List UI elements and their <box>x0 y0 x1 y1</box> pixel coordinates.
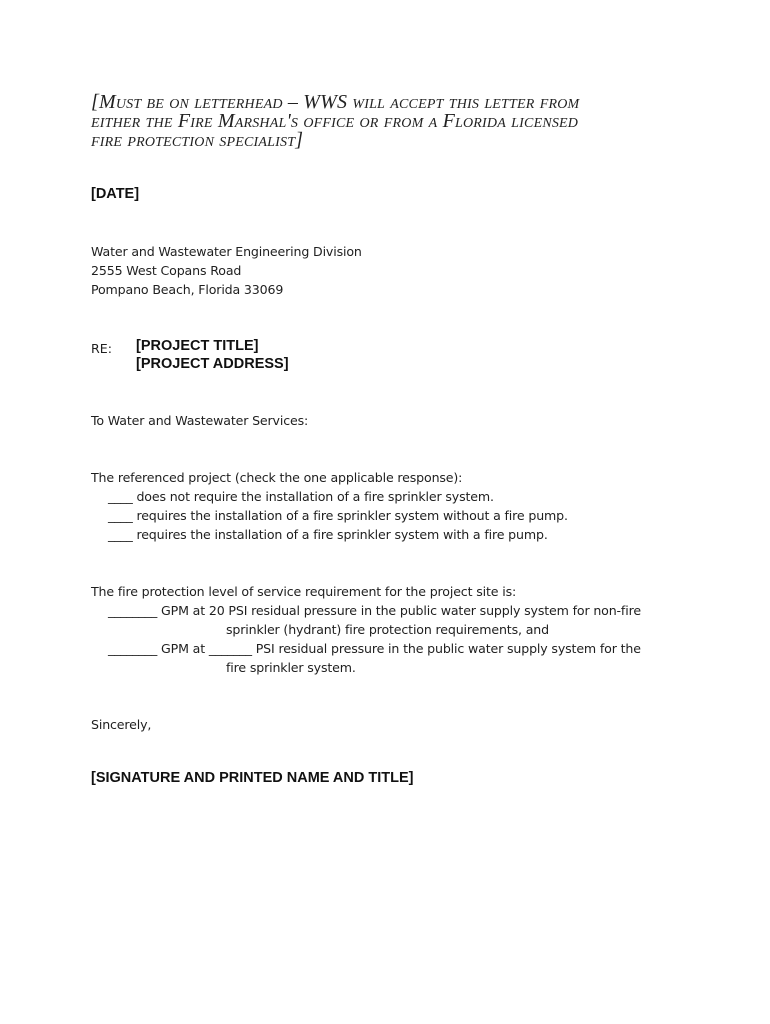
hydrant-requirement-line-1: ________ GPM at 20 PSI residual pressure in the public water supply system for non-fire <box>108 603 641 618</box>
referenced-project-section <box>91 468 568 544</box>
service-level-intro: The fire protection level of service requirement for the project site is: <box>91 584 517 599</box>
hydrant-requirement-line-2: sprinkler (hydrant) fire protection requirements, and <box>226 622 549 637</box>
closing: Sincerely, <box>91 717 152 732</box>
letterhead-instruction-line-2: either the Fire Marshal's office or from a Florida licensed <box>91 110 579 132</box>
service-level-section <box>91 582 641 677</box>
sprinkler-requirement-line-2: fire sprinkler system. <box>226 660 356 675</box>
referenced-intro: The referenced project (check the one applicable response): <box>91 470 463 485</box>
project-address-placeholder: [PROJECT ADDRESS] <box>136 356 289 372</box>
option-sprinkler-without-pump: ____ requires the installation of a fire sprinkler system without a fire pump. <box>108 508 568 523</box>
letterhead-instruction-line-3: fire protection specialist] <box>91 129 304 151</box>
letterhead-instruction <box>91 93 691 150</box>
sprinkler-requirement-line-1: ________ GPM at _______ PSI residual pressure in the public water supply system for the <box>108 641 641 656</box>
option-sprinkler-with-pump: ____ requires the installation of a fire sprinkler system with a fire pump. <box>108 527 548 542</box>
recipient-line-1: Water and Wastewater Engineering Division <box>91 244 362 259</box>
option-no-sprinkler: ____ does not require the installation of a fire sprinkler system. <box>108 489 494 504</box>
signature-placeholder: [SIGNATURE AND PRINTED NAME AND TITLE] <box>91 770 414 786</box>
date-placeholder: [DATE] <box>91 186 140 202</box>
re-label: RE: <box>91 341 112 356</box>
letterhead-instruction-line-1: [Must be on letterhead – WWS will accept this letter from <box>91 91 580 113</box>
recipient-line-3: Pompano Beach, Florida 33069 <box>91 282 284 297</box>
salutation: To Water and Wastewater Services: <box>91 413 309 428</box>
project-title-placeholder: [PROJECT TITLE] <box>136 338 259 354</box>
recipient-address <box>91 242 362 299</box>
recipient-line-2: 2555 West Copans Road <box>91 263 242 278</box>
